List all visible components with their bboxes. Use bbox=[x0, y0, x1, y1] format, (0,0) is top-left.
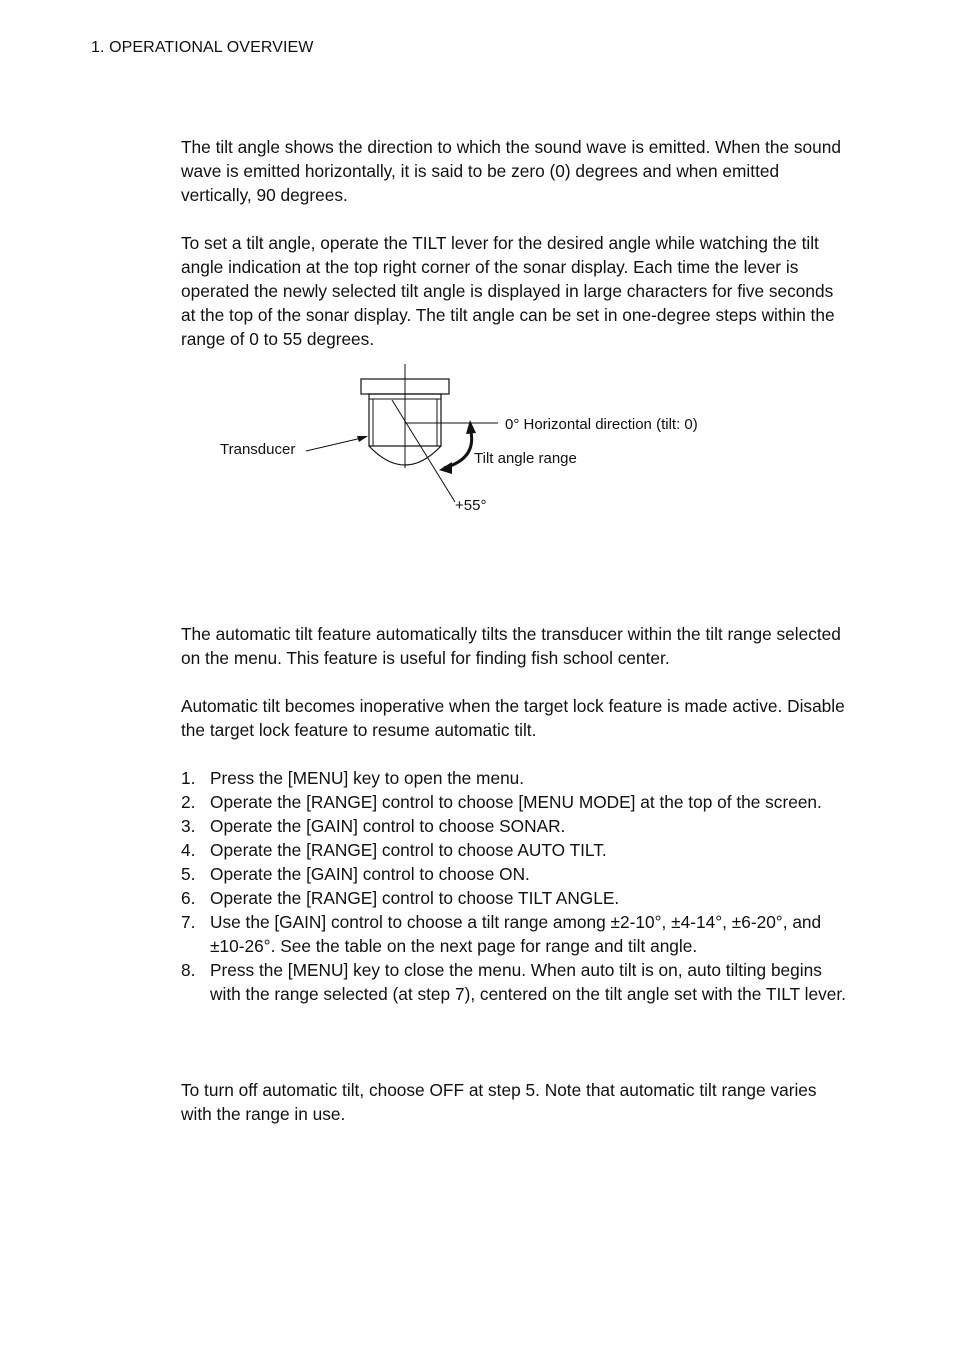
tilt-range-arrow bbox=[444, 432, 472, 468]
step-number: 3. bbox=[181, 816, 196, 836]
step-item bbox=[181, 958, 846, 1006]
paragraph-auto-tilt: The automatic tilt feature automatically tilts the transducer within the tilt range selected on the menu. This feature is useful for finding fish school center. bbox=[181, 624, 841, 668]
paragraph-turn-off-auto-tilt: To turn off automatic tilt, choose OFF at step 5. Note that automatic tilt range varies with the range in use. bbox=[181, 1080, 817, 1124]
step-item bbox=[181, 838, 846, 862]
step-item bbox=[181, 814, 846, 838]
step-text: Operate the [RANGE] control to choose [MENU MODE] at the top of the screen. bbox=[210, 792, 822, 812]
tilt-range-label: Tilt angle range bbox=[474, 450, 577, 467]
step-item bbox=[181, 862, 846, 886]
step-number: 7. bbox=[181, 912, 196, 932]
step-item bbox=[181, 790, 846, 814]
step-text: Press the [MENU] key to close the menu. When auto tilt is on, auto tilting begins with the range selected (at step 7), centered on the tilt angle set with the TILT lever. bbox=[210, 960, 846, 1004]
step-number: 4. bbox=[181, 840, 196, 860]
procedure-steps bbox=[181, 766, 846, 1006]
max-tilt-label: +55° bbox=[455, 497, 487, 514]
step-number: 6. bbox=[181, 888, 196, 908]
transducer-label: Transducer bbox=[220, 441, 296, 458]
step-text: Operate the [RANGE] control to choose AUTO TILT. bbox=[210, 840, 607, 860]
step-text: Operate the [GAIN] control to choose SONAR. bbox=[210, 816, 566, 836]
tilt-beam-line bbox=[392, 400, 455, 502]
step-number: 1. bbox=[181, 768, 196, 788]
paragraph-set-tilt: To set a tilt angle, operate the TILT lever for the desired angle while watching the tilt angle indication at the top right corner of the sonar display. Each time the lever is operated the newly selected tilt angle is displayed in large characters for five seconds at the top of the sonar display. The tilt angle can be set in one-degree steps within the range of 0 to 55 degrees. bbox=[181, 233, 835, 349]
section-header: 1. OPERATIONAL OVERVIEW bbox=[91, 39, 314, 56]
step-text: Press the [MENU] key to open the menu. bbox=[210, 768, 525, 788]
step-number: 5. bbox=[181, 864, 196, 884]
paragraph-tilt-definition: The tilt angle shows the direction to which the sound wave is emitted. When the sound wave is emitted horizontally, it is said to be zero (0) degrees and when emitted vertically, 90 degrees. bbox=[181, 137, 841, 205]
step-item bbox=[181, 910, 846, 958]
paragraph-target-lock-note: Automatic tilt becomes inoperative when the target lock feature is made active. Disable the target lock feature to resume automatic tilt. bbox=[181, 696, 845, 740]
step-text: Operate the [RANGE] control to choose TILT ANGLE. bbox=[210, 888, 620, 908]
step-number: 2. bbox=[181, 792, 196, 812]
step-number: 8. bbox=[181, 960, 196, 980]
step-text: Use the [GAIN] control to choose a tilt range among ±2-10°, ±4-14°, ±6-20°, and ±10-26°. See the table on the next page for range and tilt angle. bbox=[210, 912, 822, 956]
step-item bbox=[181, 766, 846, 790]
step-item bbox=[181, 886, 846, 910]
tilt-angle-diagram bbox=[200, 362, 740, 522]
transducer-pointer bbox=[306, 437, 366, 451]
step-text: Operate the [GAIN] control to choose ON. bbox=[210, 864, 530, 884]
horizontal-direction-label: 0° Horizontal direction (tilt: 0) bbox=[505, 416, 698, 433]
